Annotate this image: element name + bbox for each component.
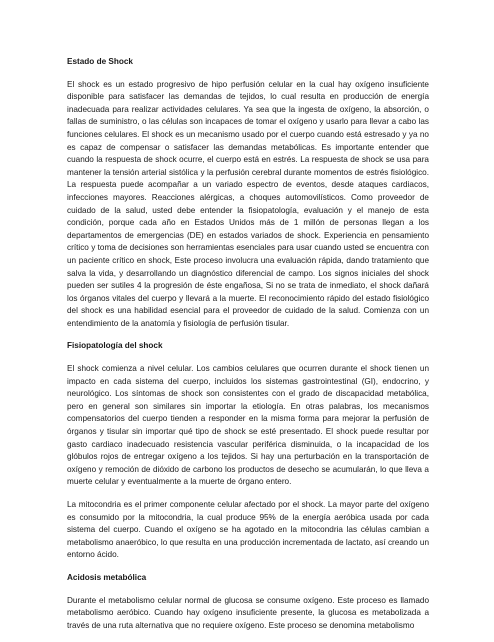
section-heading-estado-de-shock: Estado de Shock	[67, 57, 133, 66]
paragraph: Durante el metabolismo celular normal de glucosa se consume oxígeno. Este proceso es llamado metabolismo aeróbico. Cuando hay oxígeno insuficiente presente, la glucosa es metabolizada a través de una ruta alternativa que no requiere oxígeno. Este proceso se denomina metabolismo	[67, 595, 429, 630]
section-heading-fisiopatologia: Fisiopatología del shock	[67, 341, 163, 351]
paragraph: El shock es un estado progresivo de hipo perfusión celular en la cual hay oxígeno insuficiente disponible para satisfacer las demandas de tejidos, lo cual resulta en producción de energía inadecuada para realizar actividades celulares. Ya sea que la ingesta de oxígeno, la absorción, o fallas de suministro, o las células son incapaces de tomar el oxígeno y usarlo para llevar a cabo las funciones celulares. El shock es un mecanismo usado por el cuerpo cuando está estresado y ya no es capaz de compensar o satisfacer las demandas metabólicas. Es importante entender que cuando la respuesta de shock ocurre, el cuerpo está en estrés. La respuesta de shock se usa para mantener la tensión arterial sistólica y la perfusión cerebral durante momentos de estrés fisiológico. La respuesta puede acompañar a un variado espectro de eventos, desde ataques cardiacos, infecciones mayores. Reacciones alérgicas, a choques automovilísticos. Como proveedor de cuidado de la salud, usted debe entender la fisiopatología, evaluación y el manejo de esta condición, porque cada año en Estados Unidos más de 1 millón de personas llegan a los departamentos de emergencias (DE) en estados variados de shock. Experiencia en pensamiento crítico y toma de decisiones son herramientas esenciales para usar cuando usted se encuentra con un paciente crítico en shock, Este proceso involucra una evaluación rápida, dando tratamiento que salva la vida, y desarrollando un diagnóstico diferencial de campo. Los signos iniciales del shock pueden ser sutiles 4 la progresión de éste engañosa, Si no se trata de inmediato, el shock dañará los órganos vitales del cuerpo y llevará a la muerte. El reconocimiento rápido del estado fisiológico del shock es una habilidad esencial para el proveedor de cuidado de la salud. Comienza con un entendimiento de la anatomía y fisiología de perfusión tisular.	[67, 79, 429, 328]
section-heading-acidosis-metabolica: Acidosis metabólica	[67, 572, 147, 582]
paragraph: El shock comienza a nivel celular. Los cambios celulares que ocurren durante el shock tienen un impacto en cada sistema del cuerpo, incluidos los sistemas gastrointestinal (GI), endocrino, y neurológico. Los síntomas de shock son consistentes con el grado de discapacidad metabólica, pero en general son similares sin importar la etiología. En otras palabras, los mecanismos compensatorios del cuerpo tienden a responder en la misma forma para mejorar la perfusión de órganos y tisular sin importar qué tipo de shock se esté presentado. El shock puede resultar por gasto cardiaco inadecuado resistencia vascular periférica disminuida, o la incapacidad de los glóbulos rojos de entregar oxígeno a los tejidos. Si hay una perturbación en la transportación de oxígeno y remoción de dióxido de carbono los productos de desecho se acumularán, lo que lleva a muerte celular y eventualmente a la muerte de órgano entero.	[67, 364, 429, 487]
document-page	[67, 56, 429, 642]
paragraph: La mitocondria es el primer componente celular afectado por el shock. La mayor parte del oxígeno es consumido por la mitocondria, la cual produce 95% de la energía aeróbica usada por cada sistema del cuerpo. Cuando el oxígeno se ha agotado en la mitocondria las células cambian a metabolismo anaeróbico, lo que resulta en una producción incrementada de lactato, así creando un entorno ácido.	[67, 500, 429, 560]
